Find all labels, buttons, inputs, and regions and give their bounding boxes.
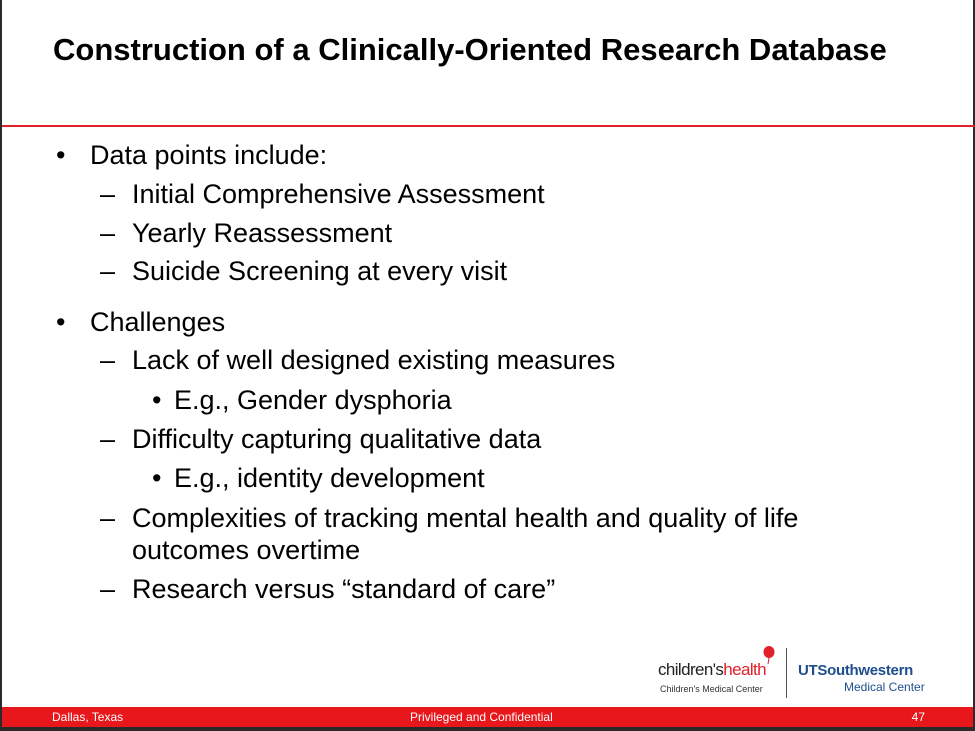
bullet-text: Challenges: [90, 307, 226, 337]
logo-divider: [786, 648, 787, 698]
example-identity-development: [152, 462, 485, 494]
dash-mark: –: [100, 256, 116, 286]
dash-mark: –: [100, 424, 116, 454]
bullet-text: Data points include:: [90, 140, 328, 170]
sub-bullet-yearly-reassessment: [100, 217, 393, 249]
bullet-text: E.g., identity development: [174, 463, 485, 493]
ut-medical-center-text: Medical Center: [844, 680, 925, 694]
sub-bullet-qualitative-data: [100, 423, 542, 455]
sub-bullet-research-vs-care: [100, 573, 556, 605]
slide-title: Construction of a Clinically-Oriented Research Database: [53, 32, 887, 67]
bullet-data-points: [56, 139, 328, 171]
dash-mark: –: [100, 503, 116, 533]
ut-southwestern-wordmark: UTSouthwestern: [798, 662, 913, 679]
institution-logos: [652, 648, 942, 700]
bullet-text: Lack of well designed existing measures: [132, 345, 616, 375]
example-gender-dysphoria: [152, 384, 452, 416]
childrens-health-logo: [658, 656, 788, 696]
bullet-text: Complexities of tracking mental health and quality of life outcomes overtime: [132, 503, 799, 565]
footer-location: Dallas, Texas: [52, 710, 124, 724]
bullet-text: Yearly Reassessment: [132, 218, 393, 248]
bullet-mark: •: [56, 307, 66, 337]
page-number: 47: [911, 710, 925, 724]
childrens-medical-center-text: Children's Medical Center: [660, 684, 763, 694]
dash-mark: –: [100, 574, 116, 604]
bullet-text: Difficulty capturing qualitative data: [132, 424, 542, 454]
bullet-mark: •: [152, 385, 162, 415]
slide-body: [2, 0, 975, 700]
bullet-mark: •: [56, 140, 66, 170]
sub-bullet-lack-of-measures: [100, 344, 616, 376]
dash-mark: –: [100, 218, 116, 248]
bullet-text: Initial Comprehensive Assessment: [132, 179, 545, 209]
dash-mark: –: [100, 345, 116, 375]
bullet-text: Suicide Screening at every visit: [132, 256, 508, 286]
childrens-health-wordmark: children'shealth: [658, 660, 766, 679]
footer-confidential: Privileged and Confidential: [410, 710, 553, 724]
bullet-challenges: [56, 306, 226, 338]
dash-mark: –: [100, 179, 116, 209]
sub-bullet-suicide-screening: [100, 255, 508, 287]
bullet-text: E.g., Gender dysphoria: [174, 385, 452, 415]
footer-bar: [2, 707, 973, 727]
bullet-mark: •: [152, 463, 162, 493]
bullet-text: Research versus “standard of care”: [132, 574, 556, 604]
sub-bullet-tracking-outcomes: [100, 502, 892, 566]
balloon-icon: [762, 646, 776, 664]
sub-bullet-initial-assessment: [100, 178, 545, 210]
